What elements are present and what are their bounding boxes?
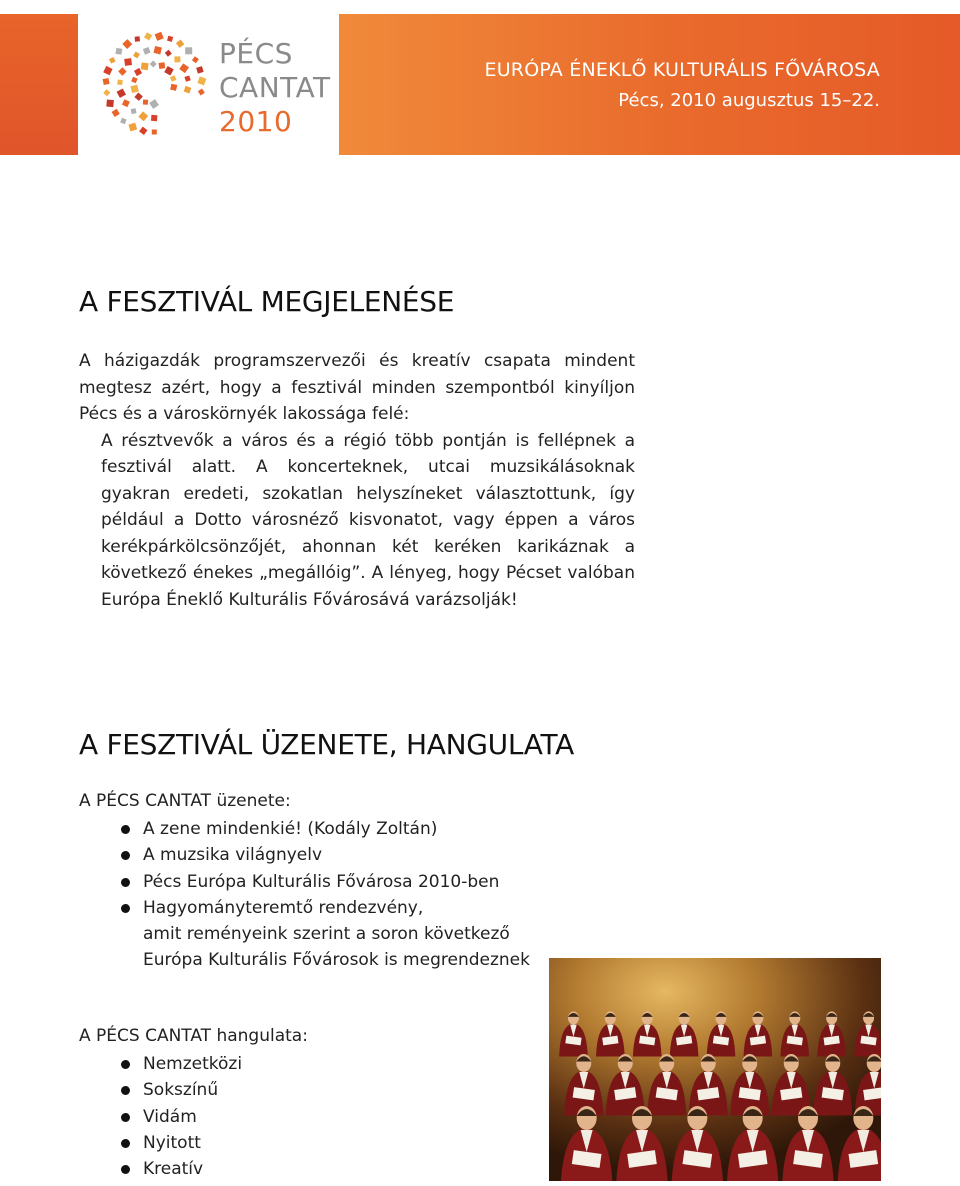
header-date: Pécs, 2010 augusztus 15–22. [618,90,880,111]
message-list [79,816,530,974]
list-item: Sokszínű [79,1077,242,1103]
section-heading-message: A FESZTIVÁL ÜZENETE, HANGULATA [79,728,574,761]
header-banner [339,14,960,155]
bullet-icon [121,1060,130,1069]
list-item-continuation: Európa Kulturális Fővárosok is megrendeznek [143,950,530,971]
list-item: Vidám [79,1104,242,1130]
list-item: Kreatív [79,1156,242,1182]
section-heading-appearance: A FESZTIVÁL MEGJELENÉSE [79,285,455,318]
bullet-icon [121,904,130,913]
list-item: Hagyományteremtő rendezvény, amit reményeink szerint a soron következő Európa Kulturális Fővárosok is megrendeznek [79,895,530,974]
logo-word-pecs: PÉCS [219,37,293,70]
logo-wordmark [219,37,339,139]
choir-photo [549,958,881,1181]
mood-list [79,1051,242,1182]
logo-word-cantat: CANTAT [219,71,331,104]
section-body-appearance [79,348,635,613]
bullet-icon [121,878,130,887]
list-item: A muzsika világnyelv [79,842,530,868]
header-title: EURÓPA ÉNEKLŐ KULTURÁLIS FŐVÁROSA [484,59,880,81]
bullet-icon [121,1113,130,1122]
choir-illustration [549,958,881,1181]
paragraph-details: A résztvevők a város és a régió több pontján is fellépnek a fesztivál alatt. A koncerteknek, utcai muzsikálásoknak gyakran eredeti, szokatlan helyszíneket választottunk, így például a Dotto városnéző kisvonatot, vagy éppen a város kerékpárkölcsönzőjét, ahonnan két keréken karikáznak a következő énekes „megállóig”. A lényeg, hogy Pécset valóban Európa Éneklő Kulturális Fővárosává varázsolják! [101,430,635,610]
paragraph-intro: A házigazdák programszervezői és kreatív csapata mindent megtesz azért, hogy a fesztivál minden szempontból kinyíljon Pécs és a városkörnyék lakossága felé: [79,351,635,424]
list-item: Nemzetközi [79,1051,242,1077]
logo-year: 2010 [219,105,293,138]
list-item: Nyitott [79,1130,242,1156]
message-lead: A PÉCS CANTAT üzenete: [79,791,291,811]
list-item-continuation: amit reményeink szerint a soron következő [143,924,510,945]
bullet-icon [121,851,130,860]
bullet-icon [121,1165,130,1174]
list-item: Pécs Európa Kulturális Fővárosa 2010-ben [79,869,530,895]
header-orange-block-left [0,14,78,155]
pecs-cantat-logo-icon [98,14,210,154]
bullet-icon [121,1086,130,1095]
bullet-icon [121,825,130,834]
mood-lead: A PÉCS CANTAT hangulata: [79,1026,308,1046]
bullet-icon [121,1139,130,1148]
list-item: A zene mindenkié! (Kodály Zoltán) [79,816,530,842]
